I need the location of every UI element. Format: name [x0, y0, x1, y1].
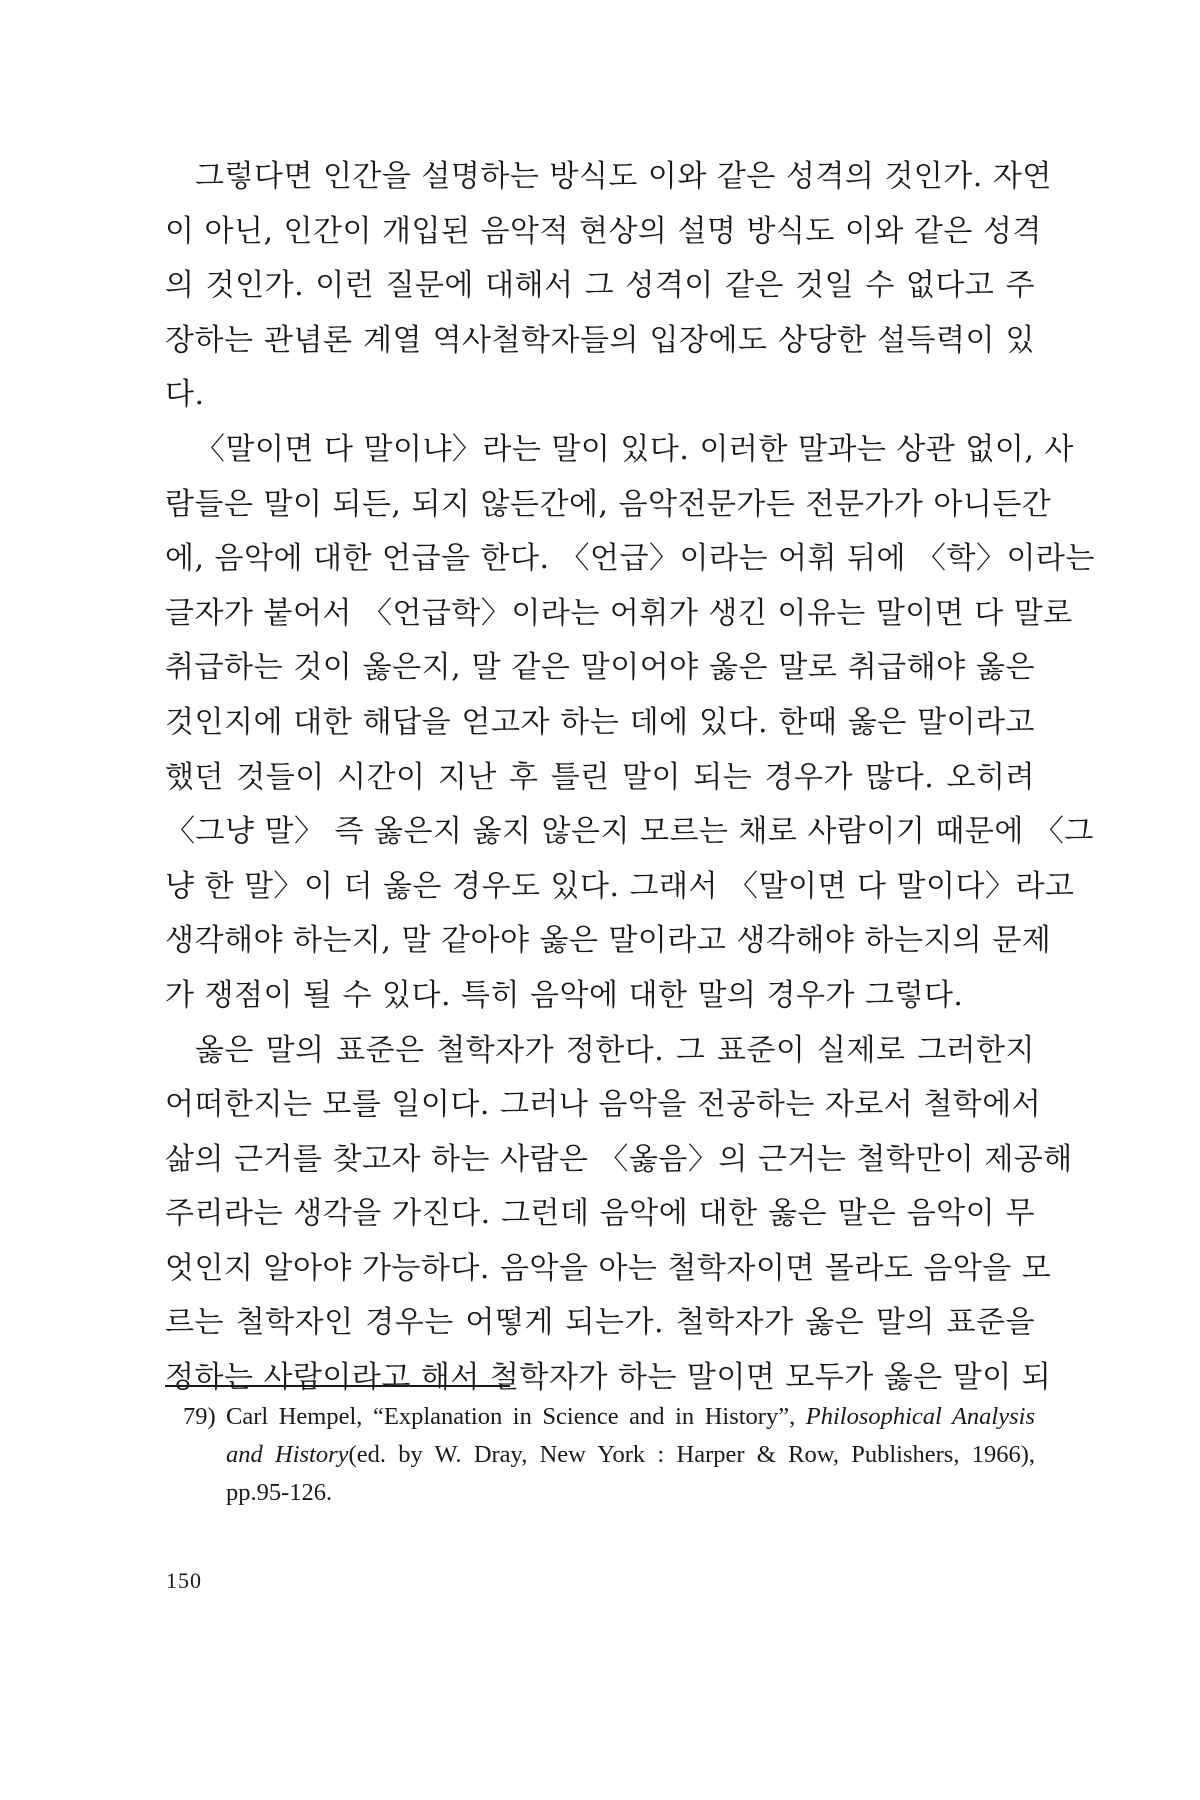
text-line: 옳은 말의 표준은 철학자가 정한다. 그 표준이 실제로 그러한지 — [195, 1032, 1035, 1068]
text-line: 냥 한 말〉이 더 옳은 경우도 있다. 그래서 〈말이면 다 말이다〉라고 — [165, 868, 1075, 904]
text-line: 람들은 말이 되든, 되지 않든간에, 음악전문가든 전문가가 아니든간 — [165, 486, 1052, 522]
text-line: 장하는 관념론 계열 역사철학자들의 입장에도 상당한 설득력이 있 — [165, 322, 1035, 358]
text-line: 주리라는 생각을 가진다. 그런데 음악에 대한 옳은 말은 음악이 무 — [165, 1196, 1035, 1232]
text-line: 글자가 붙어서 〈언급학〉이라는 어휘가 생긴 이유는 말이면 다 말로 — [165, 595, 1073, 631]
text-line: 것인지에 대한 해답을 얻고자 하는 데에 있다. 한때 옳은 말이라고 — [165, 704, 1035, 740]
text-line: 엇인지 알아야 가능하다. 음악을 아는 철학자이면 몰라도 음악을 모 — [165, 1250, 1052, 1286]
text-line: 정하는 사람이라고 해서 철학자가 하는 말이면 모두가 옳은 말이 되 — [165, 1360, 1052, 1396]
footnote-author: Carl Hempel, — [226, 1403, 373, 1430]
text-line: 삶의 근거를 찾고자 하는 사람은 〈옳음〉의 근거는 철학만이 제공해 — [165, 1141, 1073, 1177]
text-line: 가 쟁점이 될 수 있다. 특히 음악에 대한 말의 경우가 그렇다. — [165, 977, 964, 1013]
text-line: 그렇다면 인간을 설명하는 방식도 이와 같은 성격의 것인가. 자연 — [195, 159, 1052, 194]
text-line: 어떠한지는 모를 일이다. 그러나 음악을 전공하는 자로서 철학에서 — [165, 1087, 1042, 1123]
text-line: 생각해야 하는지, 말 같아야 옳은 말이라고 생각해야 하는지의 문제 — [165, 923, 1052, 959]
text-line: 에, 음악에 대한 언급을 한다. 〈언급〉이라는 어휘 뒤에 〈학〉이라는 — [165, 541, 1095, 577]
footnote-article-title: “Explanation in Science and in History”, — [372, 1403, 806, 1430]
text-line: 의 것인가. 이런 질문에 대해서 그 성격이 같은 것일 수 없다고 주 — [165, 268, 1035, 304]
page-number: 150 — [166, 1568, 202, 1593]
footnote-line — [183, 1436, 1035, 1474]
footnote-number: 79) — [183, 1403, 216, 1430]
footnote-divider — [165, 1385, 510, 1387]
text-line: 했던 것들이 시간이 지난 후 틀린 말이 되는 경우가 많다. 오히려 — [165, 759, 1035, 795]
footnote-book-title-cont: and History — [226, 1441, 349, 1468]
text-line: 〈그냥 말〉 즉 옳은지 옳지 않은지 모르는 채로 사람이기 때문에 〈그 — [165, 814, 1094, 850]
body-text — [165, 150, 1095, 1406]
text-line: 〈말이면 다 말이냐〉라는 말이 있다. 이러한 말과는 상관 없이, 사 — [195, 431, 1074, 467]
text-line: 취급하는 것이 옳은지, 말 같은 말이어야 옳은 말로 취급해야 옳은 — [165, 650, 1035, 686]
text-line: 다. — [165, 377, 205, 413]
text-line: 르는 철학자인 경우는 어떻게 되는가. 철학자가 옳은 말의 표준을 — [165, 1305, 1035, 1341]
footnote-publication: (ed. by W. Dray, New York : Harper & Row, Publishers, 1966), — [348, 1441, 1035, 1468]
footnote — [183, 1398, 1035, 1512]
text-line: 이 아닌, 인간이 개입된 음악적 현상의 설명 방식도 이와 같은 성격 — [165, 213, 1042, 249]
footnote-pages: pp.95-126. — [226, 1479, 333, 1506]
footnote-line — [183, 1398, 1035, 1436]
footnote-book-title: Philosophical Analysis — [805, 1403, 1035, 1430]
